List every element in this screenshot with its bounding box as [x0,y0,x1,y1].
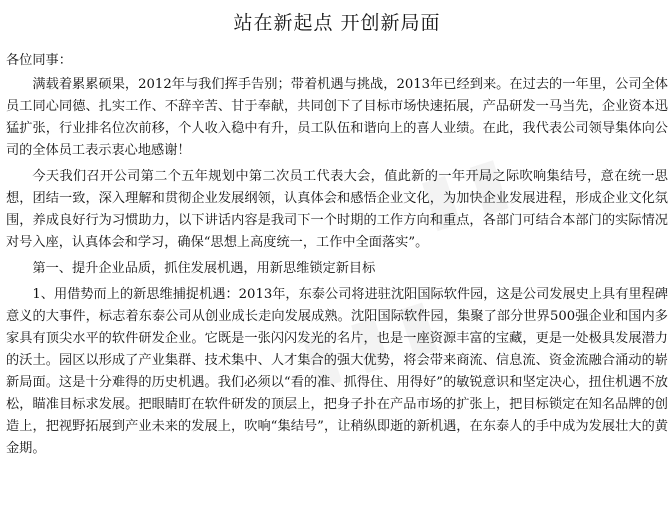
document-title: 站在新起点 开创新局面 [233,12,441,34]
paragraph-intro: 满载着累累硕果，2012年与我们挥手告别；带着机遇与挑战，2013年已经到来。在过去的一年里，公司全体员工同心同德、扎实工作、不辞辛苦、甘于奉献，共同创下了目标市场快速拓展，产品研发一马当先，企业资本迅猛扩张，行业排名位次前移，个人收入稳中有升，员工队伍和谐向上的喜人业绩。在此，我代表公司领导集体向公司的全体员工表示衷心地感谢！ [6,77,668,158]
greeting-line: 各位同事： [6,53,72,68]
section-heading-first: 第一、提升企业品质，抓住发展机遇，用新思维锁定新目标 [32,261,376,276]
paragraph-opportunity: 1、用借势而上的新思维捕捉机遇：2013年，东泰公司将进驻沈阳国际软件园，这是公司发展史上具有里程碑意义的大事件，标志着东泰公司从创业成长走向发展成熟。沈阳国际软件园，集聚了部分世界500强企业和国内多家具有顶尖水平的软件研发企业。它既是一张闪闪发光的名片，也是一座资源丰富的宝藏，更是一处极具发展潜力的沃土。园区以形成了产业集群、技术集中、人才集合的强大优势，将会带来商流、信息流、资金流融合涌动的崭新局面。这是十分难得的历史机遇。我们必须以“看的准、抓得住、用得好”的敏锐意识和坚定决心，扭住机遇不放松，瞄准目标求发展。把眼睛盯在软件研发的顶层上，把身子扑在产品市场的扩张上，把目标锁定在知名品牌的创造上，把视野拓展到产业未来的发展上，吹响“集结号”，让稍纵即逝的新机遇，在东泰人的手中成为发展壮大的黄金期。 [6,287,668,456]
paragraph-meeting: 今天我们召开公司第二个五年规划中第二次员工代表大会，值此新的一年开局之际吹响集结号，意在统一思想，团结一致，深入理解和贯彻企业发展纲领，认真体会和感悟企业文化，为加快企业发展进程，形成企业文化氛围，养成良好行为习惯助力，以下讲话内容是我司下一个时期的工作方向和重点，各部门可结合本部门的实际情况对号入座，认真体会和学习，确保“思想上高度统一，工作中全面落实”。 [6,169,668,250]
